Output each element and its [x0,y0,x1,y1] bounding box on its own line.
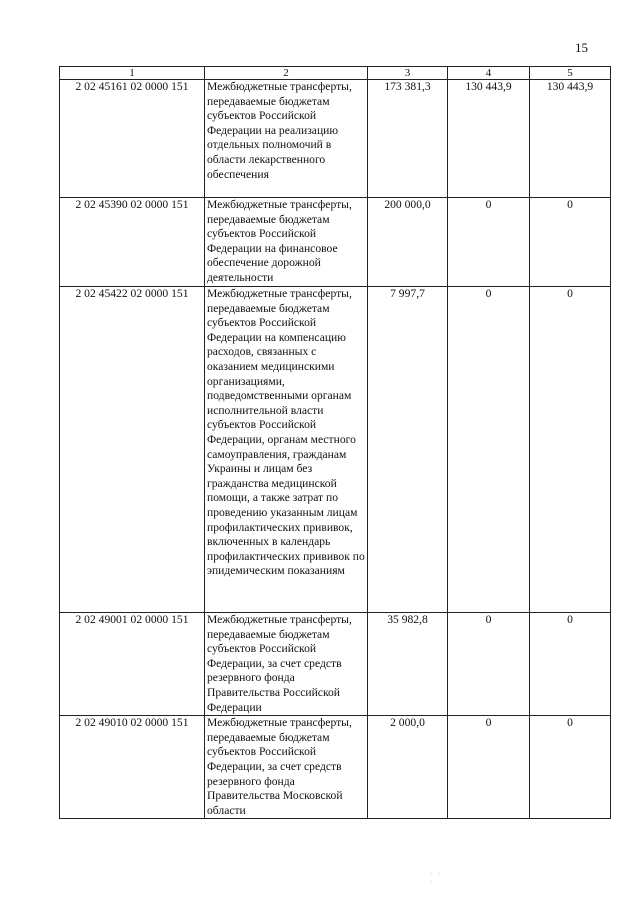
row-value-col4: 0 [448,613,530,716]
row-value-col4: 0 [448,198,530,287]
row-name [205,287,368,613]
row-code: 2 02 45422 02 0000 151 [60,287,205,613]
table-body [60,80,611,819]
row-name [205,716,368,819]
row-value-col3: 2 000,0 [368,716,448,819]
header-row [60,67,611,80]
row-value-col4: 0 [448,716,530,819]
row-value-col4: 130 443,9 [448,80,530,198]
scan-speck: · · · [430,870,443,886]
table-row [60,80,611,198]
row-value-col3: 7 997,7 [368,287,448,613]
row-value-col3: 200 000,0 [368,198,448,287]
row-value-col4: 0 [448,287,530,613]
row-code: 2 02 45390 02 0000 151 [60,198,205,287]
row-value-col5: 130 443,9 [530,80,611,198]
row-value-col5: 0 [530,613,611,716]
row-name-text: Межбюджетные трансферты, передаваемые бюджетам субъектов Российской Федерации на финансовое обеспечение дорожной деятельности [207,198,352,284]
table-row [60,613,611,716]
row-code: 2 02 49010 02 0000 151 [60,716,205,819]
row-name [205,198,368,287]
header-col-5: 5 [530,67,611,80]
table-row [60,287,611,613]
row-code: 2 02 49001 02 0000 151 [60,613,205,716]
table-row [60,716,611,819]
row-name-text: Межбюджетные трансферты, передаваемые бюджетам субъектов Российской Федерации, за счет средств резервного фонда Правительства Московской области [207,716,352,817]
row-name-text: Межбюджетные трансферты, передаваемые бюджетам субъектов Российской Федерации на компенсацию расходов, связанных с оказанием медицинскими организациями, подведомственными органам исполнительной власти субъектов Российской Федерации, органам местного самоуправления, гражданам Украины и лицам без гражданства медицинской помощи, а также затрат по проведению указанным лицам профилактических прививок, включенных в календарь профилактических прививок по эпидемическим показаниям [207,287,365,578]
row-value-col3: 173 381,3 [368,80,448,198]
row-value-col5: 0 [530,716,611,819]
row-value-col5: 0 [530,198,611,287]
budget-table [59,66,611,819]
row-name-text: Межбюджетные трансферты, передаваемые бюджетам субъектов Российской Федерации, за счет средств резервного фонда Правительства Российской Федерации [207,613,352,714]
row-name [205,80,368,198]
page-number: 15 [575,40,588,55]
header-col-2: 2 [205,67,368,80]
row-value-col5: 0 [530,287,611,613]
row-name [205,613,368,716]
row-code: 2 02 45161 02 0000 151 [60,80,205,198]
header-col-3: 3 [368,67,448,80]
header-col-1: 1 [60,67,205,80]
row-name-text: Межбюджетные трансферты, передаваемые бюджетам субъектов Российской Федерации на реализацию отдельных полномочий в области лекарственного обеспечения [207,80,352,181]
table-row [60,198,611,287]
row-value-col3: 35 982,8 [368,613,448,716]
table-header [60,67,611,80]
header-col-4: 4 [448,67,530,80]
